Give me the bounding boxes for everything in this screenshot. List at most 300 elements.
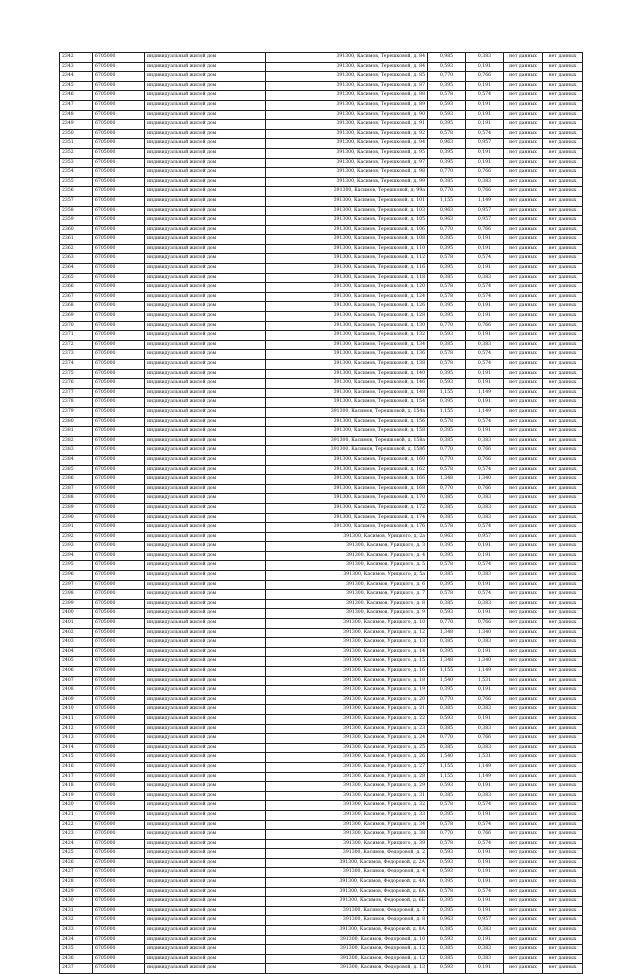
cell-address: 391300, Касимов, Терешковой, д. 138 [266, 360, 428, 370]
cell-type: индивидуальный жилой дом [145, 475, 266, 485]
cell-type: индивидуальный жилой дом [145, 196, 266, 206]
cell-code: 6705000 [93, 628, 145, 638]
cell-type: индивидуальный жилой дом [145, 62, 266, 72]
cell-code: 6705000 [93, 542, 145, 552]
cell-code: 6705000 [93, 638, 145, 648]
cell-number: 2352 [60, 148, 93, 158]
cell-s2: нет данных [543, 340, 583, 350]
cell-v2: 0,383 [466, 945, 504, 955]
cell-number: 2347 [60, 100, 93, 110]
cell-v1: 0,963 [428, 532, 466, 542]
cell-v2: 0,191 [466, 542, 504, 552]
cell-code: 6705000 [93, 753, 145, 763]
table-row [60, 350, 583, 360]
cell-number: 2436 [60, 954, 93, 964]
cell-address: 391300, Касимов, Терешковой, д. 99а [266, 187, 428, 197]
cell-code: 6705000 [93, 158, 145, 168]
cell-v2: 0,766 [466, 72, 504, 82]
cell-code: 6705000 [93, 427, 145, 437]
cell-address: 391300, Касимов, Терешковой, д. 174 [266, 513, 428, 523]
cell-address: 391300, Касимов, Федоровой, д. 8 [266, 916, 428, 926]
cell-s1: нет данных [504, 926, 543, 936]
cell-number: 2399 [60, 599, 93, 609]
cell-type: индивидуальный жилой дом [145, 542, 266, 552]
cell-v2: 0,383 [466, 954, 504, 964]
cell-v1: 0,578 [428, 360, 466, 370]
cell-type: индивидуальный жилой дом [145, 168, 266, 178]
cell-type: индивидуальный жилой дом [145, 676, 266, 686]
cell-type: индивидуальный жилой дом [145, 388, 266, 398]
cell-v1: 0,395 [428, 244, 466, 254]
cell-v2: 1,149 [466, 772, 504, 782]
cell-v1: 0,578 [428, 129, 466, 139]
cell-type: индивидуальный жилой дом [145, 100, 266, 110]
cell-number: 2421 [60, 810, 93, 820]
cell-v2: 0,383 [466, 743, 504, 753]
cell-s2: нет данных [543, 609, 583, 619]
cell-code: 6705000 [93, 475, 145, 485]
cell-number: 2362 [60, 244, 93, 254]
cell-s2: нет данных [543, 139, 583, 149]
cell-s2: нет данных [543, 714, 583, 724]
cell-s1: нет данных [504, 235, 543, 245]
cell-address: 391300, Касимов, Терешковой, д. 136 [266, 350, 428, 360]
cell-number: 2414 [60, 743, 93, 753]
cell-code: 6705000 [93, 379, 145, 389]
table-row [60, 638, 583, 648]
cell-code: 6705000 [93, 906, 145, 916]
cell-type: индивидуальный жилой дом [145, 619, 266, 629]
table-row [60, 129, 583, 139]
table-row [60, 91, 583, 101]
cell-s1: нет данных [504, 916, 543, 926]
cell-number: 2427 [60, 868, 93, 878]
cell-number: 2408 [60, 686, 93, 696]
cell-v2: 0,383 [466, 177, 504, 187]
cell-type: индивидуальный жилой дом [145, 954, 266, 964]
cell-s1: нет данных [504, 379, 543, 389]
cell-v1: 0,385 [428, 705, 466, 715]
cell-s1: нет данных [504, 312, 543, 322]
cell-number: 2409 [60, 695, 93, 705]
cell-s2: нет данных [543, 436, 583, 446]
cell-code: 6705000 [93, 407, 145, 417]
cell-number: 2434 [60, 935, 93, 945]
cell-s2: нет данных [543, 667, 583, 677]
cell-v1: 0,395 [428, 369, 466, 379]
table-row [60, 340, 583, 350]
cell-address: 391300, Касимов, Терешковой, д. 158 [266, 427, 428, 437]
cell-code: 6705000 [93, 686, 145, 696]
cell-type: индивидуальный жилой дом [145, 638, 266, 648]
cell-s1: нет данных [504, 91, 543, 101]
cell-address: 391300, Касимов, Урицкого, д. 28 [266, 772, 428, 782]
table-row [60, 187, 583, 197]
cell-v1: 0,770 [428, 72, 466, 82]
cell-s2: нет данных [543, 551, 583, 561]
table-row [60, 417, 583, 427]
cell-type: индивидуальный жилой дом [145, 465, 266, 475]
cell-address: 391300, Касимов, Терешковой, д. 99 [266, 177, 428, 187]
table-row [60, 244, 583, 254]
table-row [60, 168, 583, 178]
cell-address: 391300, Касимов, Федоровой, д. 8А [266, 926, 428, 936]
cell-s2: нет данных [543, 417, 583, 427]
cell-v1: 0,593 [428, 379, 466, 389]
cell-v2: 1,531 [466, 676, 504, 686]
cell-v1: 0,385 [428, 513, 466, 523]
table-row [60, 714, 583, 724]
cell-v1: 0,770 [428, 830, 466, 840]
cell-type: индивидуальный жилой дом [145, 734, 266, 744]
cell-code: 6705000 [93, 292, 145, 302]
cell-v2: 0,383 [466, 571, 504, 581]
cell-v2: 0,383 [466, 791, 504, 801]
cell-v2: 1,531 [466, 753, 504, 763]
cell-type: индивидуальный жилой дом [145, 523, 266, 533]
cell-s1: нет данных [504, 638, 543, 648]
cell-address: 391300, Касимов, Терешковой, д. 92 [266, 129, 428, 139]
table-row [60, 494, 583, 504]
cell-v1: 0,395 [428, 148, 466, 158]
cell-s2: нет данных [543, 801, 583, 811]
cell-code: 6705000 [93, 772, 145, 782]
cell-v1: 0,578 [428, 465, 466, 475]
cell-s2: нет данных [543, 743, 583, 753]
cell-number: 2356 [60, 187, 93, 197]
cell-number: 2351 [60, 139, 93, 149]
cell-code: 6705000 [93, 647, 145, 657]
cell-s1: нет данных [504, 599, 543, 609]
cell-address: 391300, Касимов, Терешковой, д. 101 [266, 196, 428, 206]
cell-s2: нет данных [543, 513, 583, 523]
cell-address: 391300, Касимов, Урицкого, д. 5а [266, 571, 428, 581]
cell-s1: нет данных [504, 906, 543, 916]
cell-s1: нет данных [504, 513, 543, 523]
cell-v2: 0,574 [466, 561, 504, 571]
cell-s1: нет данных [504, 53, 543, 63]
cell-v2: 0,383 [466, 705, 504, 715]
cell-v2: 0,957 [466, 216, 504, 226]
cell-v1: 0,593 [428, 100, 466, 110]
table-row [60, 177, 583, 187]
cell-v2: 0,191 [466, 331, 504, 341]
cell-s2: нет данных [543, 465, 583, 475]
table-row [60, 53, 583, 63]
cell-code: 6705000 [93, 168, 145, 178]
cell-address: 391300, Касимов, Терешковой, д. 85 [266, 72, 428, 82]
table-row [60, 331, 583, 341]
table-row [60, 235, 583, 245]
cell-v1: 0,578 [428, 561, 466, 571]
cell-address: 391300, Касимов, Федоровой, д. 2А [266, 858, 428, 868]
cell-code: 6705000 [93, 100, 145, 110]
cell-code: 6705000 [93, 571, 145, 581]
cell-v1: 0,593 [428, 331, 466, 341]
cell-s1: нет данных [504, 273, 543, 283]
cell-type: индивидуальный жилой дом [145, 906, 266, 916]
cell-code: 6705000 [93, 609, 145, 619]
cell-s2: нет данных [543, 187, 583, 197]
cell-code: 6705000 [93, 945, 145, 955]
table-row [60, 302, 583, 312]
cell-v1: 1,540 [428, 676, 466, 686]
cell-s2: нет данных [543, 398, 583, 408]
cell-type: индивидуальный жилой дом [145, 81, 266, 91]
cell-number: 2372 [60, 340, 93, 350]
cell-v2: 0,191 [466, 935, 504, 945]
table-row [60, 158, 583, 168]
cell-v2: 0,957 [466, 916, 504, 926]
cell-v2: 1,340 [466, 475, 504, 485]
cell-code: 6705000 [93, 580, 145, 590]
cell-type: индивидуальный жилой дом [145, 283, 266, 293]
cell-s1: нет данных [504, 801, 543, 811]
table-row [60, 532, 583, 542]
cell-v1: 0,593 [428, 868, 466, 878]
cell-s1: нет данных [504, 810, 543, 820]
table-row [60, 935, 583, 945]
cell-v2: 0,574 [466, 91, 504, 101]
cell-address: 391300, Касимов, Урицкого, д. 21 [266, 705, 428, 715]
cell-type: индивидуальный жилой дом [145, 244, 266, 254]
cell-code: 6705000 [93, 830, 145, 840]
cell-s2: нет данных [543, 312, 583, 322]
table-row [60, 590, 583, 600]
cell-s1: нет данных [504, 388, 543, 398]
cell-address: 391300, Касимов, Урицкого, д. 31 [266, 791, 428, 801]
table-row [60, 878, 583, 888]
cell-s1: нет данных [504, 647, 543, 657]
cell-s2: нет данных [543, 954, 583, 964]
cell-code: 6705000 [93, 369, 145, 379]
cell-v1: 0,395 [428, 158, 466, 168]
cell-v1: 0,578 [428, 523, 466, 533]
table-row [60, 273, 583, 283]
table-row [60, 667, 583, 677]
cell-address: 391300, Касимов, Федоровой, д. 12 [266, 945, 428, 955]
cell-address: 391300, Касимов, Урицкого, д. 39 [266, 839, 428, 849]
cell-v2: 0,957 [466, 532, 504, 542]
cell-type: индивидуальный жилой дом [145, 580, 266, 590]
cell-number: 2431 [60, 906, 93, 916]
cell-s1: нет данных [504, 820, 543, 830]
cell-v1: 0,395 [428, 312, 466, 322]
cell-address: 391300, Касимов, Урицкого, д. 18 [266, 676, 428, 686]
cell-number: 2397 [60, 580, 93, 590]
cell-s1: нет данных [504, 494, 543, 504]
cell-v2: 0,191 [466, 551, 504, 561]
cell-code: 6705000 [93, 484, 145, 494]
cell-v1: 0,770 [428, 446, 466, 456]
table-row [60, 628, 583, 638]
cell-v2: 0,766 [466, 695, 504, 705]
cell-type: индивидуальный жилой дом [145, 551, 266, 561]
cell-number: 2406 [60, 667, 93, 677]
cell-s1: нет данных [504, 609, 543, 619]
cell-code: 6705000 [93, 120, 145, 130]
cell-number: 2426 [60, 858, 93, 868]
cell-address: 391300, Касимов, Терешковой, д. 118 [266, 273, 428, 283]
cell-code: 6705000 [93, 878, 145, 888]
cell-address: 391300, Касимов, Федоровой, д. 7 [266, 906, 428, 916]
table-row [60, 887, 583, 897]
cell-s2: нет данных [543, 331, 583, 341]
table-row [60, 139, 583, 149]
cell-v2: 0,383 [466, 494, 504, 504]
cell-v1: 0,395 [428, 580, 466, 590]
table-row [60, 762, 583, 772]
cell-code: 6705000 [93, 196, 145, 206]
cell-code: 6705000 [93, 724, 145, 734]
cell-number: 2403 [60, 638, 93, 648]
cell-address: 391300, Касимов, Урицкого, д. 8 [266, 599, 428, 609]
cell-s1: нет данных [504, 561, 543, 571]
cell-v1: 0,395 [428, 302, 466, 312]
table-row [60, 561, 583, 571]
cell-s2: нет данных [543, 935, 583, 945]
cell-number: 2371 [60, 331, 93, 341]
cell-v1: 0,385 [428, 436, 466, 446]
cell-type: индивидуальный жилой дом [145, 216, 266, 226]
cell-number: 2363 [60, 254, 93, 264]
cell-s2: нет данных [543, 168, 583, 178]
cell-v1: 0,385 [428, 926, 466, 936]
cell-s1: нет данных [504, 964, 543, 974]
cell-address: 391300, Касимов, Терешковой, д. 140 [266, 369, 428, 379]
cell-address: 391300, Касимов, Терешковой, д. 95 [266, 148, 428, 158]
cell-v1: 0,963 [428, 916, 466, 926]
cell-type: индивидуальный жилой дом [145, 312, 266, 322]
cell-address: 391300, Касимов, Терешковой, д. 170 [266, 494, 428, 504]
table-row [60, 571, 583, 581]
cell-s1: нет данных [504, 148, 543, 158]
cell-s2: нет данных [543, 427, 583, 437]
cell-number: 2423 [60, 830, 93, 840]
cell-s1: нет данных [504, 897, 543, 907]
cell-number: 2383 [60, 446, 93, 456]
cell-code: 6705000 [93, 331, 145, 341]
cell-type: индивидуальный жилой дом [145, 129, 266, 139]
cell-s1: нет данных [504, 734, 543, 744]
cell-address: 391300, Касимов, Урицкого, д. 38 [266, 830, 428, 840]
cell-number: 2386 [60, 475, 93, 485]
cell-number: 2367 [60, 292, 93, 302]
cell-v2: 0,191 [466, 810, 504, 820]
cell-type: индивидуальный жилой дом [145, 72, 266, 82]
cell-number: 2385 [60, 465, 93, 475]
table-row [60, 312, 583, 322]
table-row [60, 513, 583, 523]
table-row [60, 484, 583, 494]
cell-type: индивидуальный жилой дом [145, 254, 266, 264]
cell-v1: 0,770 [428, 695, 466, 705]
cell-address: 391300, Касимов, Терешковой, д. 154 [266, 398, 428, 408]
cell-s2: нет данных [543, 676, 583, 686]
cell-address: 391300, Касимов, Урицкого, д. 27 [266, 762, 428, 772]
cell-s2: нет данных [543, 887, 583, 897]
table-row [60, 216, 583, 226]
cell-address: 391300, Касимов, Терешковой, д. 132 [266, 331, 428, 341]
cell-code: 6705000 [93, 743, 145, 753]
cell-v1: 0,395 [428, 551, 466, 561]
table-row [60, 523, 583, 533]
cell-address: 391300, Касимов, Терешковой, д. 146 [266, 379, 428, 389]
cell-number: 2342 [60, 53, 93, 63]
table-row [60, 705, 583, 715]
cell-v1: 0,593 [428, 858, 466, 868]
table-row [60, 954, 583, 964]
cell-address: 391300, Касимов, Урицкого, д. 10 [266, 619, 428, 629]
cell-v1: 0,578 [428, 283, 466, 293]
cell-type: индивидуальный жилой дом [145, 801, 266, 811]
cell-v2: 0,766 [466, 225, 504, 235]
cell-code: 6705000 [93, 110, 145, 120]
cell-type: индивидуальный жилой дом [145, 360, 266, 370]
document-sheet [59, 52, 582, 974]
cell-s1: нет данных [504, 782, 543, 792]
cell-s1: нет данных [504, 935, 543, 945]
cell-type: индивидуальный жилой дом [145, 369, 266, 379]
cell-v2: 0,574 [466, 465, 504, 475]
cell-v2: 0,383 [466, 599, 504, 609]
cell-v1: 0,578 [428, 887, 466, 897]
cell-type: индивидуальный жилой дом [145, 455, 266, 465]
cell-v1: 0,395 [428, 120, 466, 130]
cell-type: индивидуальный жилой дом [145, 590, 266, 600]
cell-code: 6705000 [93, 897, 145, 907]
cell-s1: нет данных [504, 523, 543, 533]
cell-s1: нет данных [504, 791, 543, 801]
table-row [60, 225, 583, 235]
cell-address: 391300, Касимов, Терешковой, д. 87 [266, 81, 428, 91]
cell-code: 6705000 [93, 657, 145, 667]
cell-s1: нет данных [504, 945, 543, 955]
cell-type: индивидуальный жилой дом [145, 264, 266, 274]
cell-v2: 0,383 [466, 638, 504, 648]
cell-v2: 0,191 [466, 609, 504, 619]
cell-v2: 0,191 [466, 897, 504, 907]
cell-s2: нет данных [543, 695, 583, 705]
cell-v1: 1,155 [428, 388, 466, 398]
cell-code: 6705000 [93, 254, 145, 264]
cell-s2: нет данных [543, 360, 583, 370]
cell-s2: нет данных [543, 705, 583, 715]
cell-s2: нет данных [543, 868, 583, 878]
cell-type: индивидуальный жилой дом [145, 148, 266, 158]
cell-s1: нет данных [504, 350, 543, 360]
cell-v2: 0,191 [466, 964, 504, 974]
cell-number: 2353 [60, 158, 93, 168]
cell-v2: 0,766 [466, 484, 504, 494]
cell-s1: нет данных [504, 743, 543, 753]
cell-v1: 0,385 [428, 494, 466, 504]
cell-code: 6705000 [93, 820, 145, 830]
cell-s1: нет данных [504, 753, 543, 763]
table-row [60, 820, 583, 830]
table-row [60, 407, 583, 417]
cell-type: индивидуальный жилой дом [145, 657, 266, 667]
cell-v1: 0,593 [428, 782, 466, 792]
cell-v2: 0,383 [466, 926, 504, 936]
cell-v2: 0,191 [466, 878, 504, 888]
table-row [60, 503, 583, 513]
cell-number: 2394 [60, 551, 93, 561]
cell-address: 391300, Касимов, Урицкого, д. 19 [266, 686, 428, 696]
cell-v2: 0,574 [466, 292, 504, 302]
cell-v1: 0,578 [428, 590, 466, 600]
cell-number: 2430 [60, 897, 93, 907]
